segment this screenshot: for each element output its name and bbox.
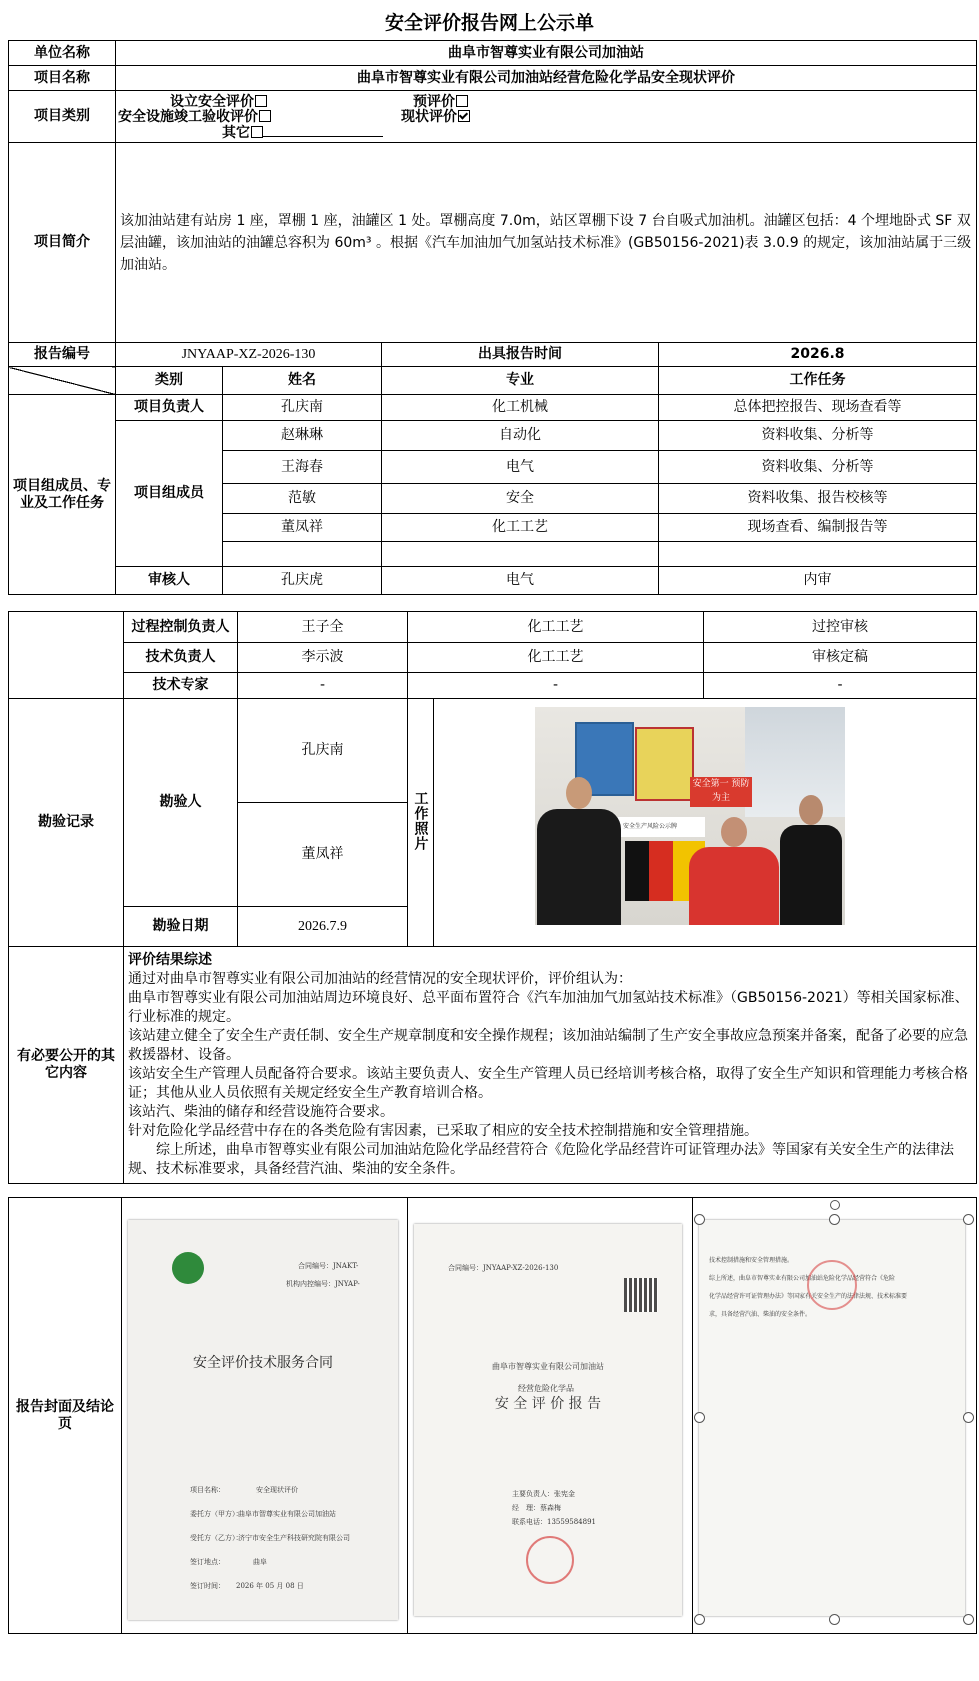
process-control-major: 化工工艺 [408,612,704,643]
person-1 [537,777,621,925]
page-title: 安全评价报告网上公示单 [384,12,594,34]
member-empty [223,542,382,567]
surveyor-label: 勘验人 [124,699,238,907]
checkbox-status-checked[interactable] [458,110,470,122]
disclosure-line: 该站建立健全了安全生产责任制、安全生产规章制度和安全操作规程；该加油站编制了生产安全事故应急预案并备案，配备了必要的应急救援器材、设备。 [128,1028,968,1063]
control-blank [9,612,124,699]
cover-doc-2-cell [408,1198,693,1634]
resize-handle[interactable] [694,1614,705,1625]
info-table [8,40,977,595]
work-photo [535,707,845,925]
cover-doc-3-cell [693,1198,977,1634]
doc1-row-value: 济宁市安全生产科技研究院有限公司 [238,1534,350,1542]
survey-table [8,611,977,1184]
unit-value: 曲阜市智尊实业有限公司加油站 [116,41,977,66]
disclosure-line: 通过对曲阜市智尊实业有限公司加油站的经营情况的安全现状评价，评价组认为： [128,971,632,987]
doc1-contract-no: 合同编号：JNAKT- [298,1262,359,1270]
seal-logo-icon [172,1252,204,1284]
tech-expert-major: - [408,673,704,699]
option-acceptance-label: 安全设施竣工验收评价 [118,108,258,125]
other-underline [263,124,383,137]
tech-leader-major: 化工工艺 [408,643,704,673]
category-label: 项目类别 [9,91,116,143]
member-major: 电气 [382,451,659,484]
header-name: 姓名 [223,367,382,395]
report-no-label: 报告编号 [9,343,116,367]
cover-doc-1-cell [122,1198,408,1634]
auditor-label: 审核人 [116,567,223,595]
group-label: 项目组成员 [116,421,223,567]
option-status-label: 现状评价 [401,108,457,125]
members-label: 项目组成员、专业及工作任务 [9,395,116,595]
leader-major: 化工机械 [382,395,659,421]
tech-leader-label: 技术负责人 [124,643,238,673]
surveyor-name: 董凤祥 [238,803,408,907]
unit-label: 单位名称 [9,41,116,66]
option-other[interactable] [222,124,383,142]
member-task: 资料收集、报告校核等 [659,484,977,514]
doc1-row-value: 2026 年 05 月 08 日 [236,1582,304,1590]
doc1-row-value: 曲阜市智尊实业有限公司加油站 [238,1510,336,1518]
auditor-name: 孔庆虎 [223,567,382,595]
resize-handle[interactable] [694,1214,705,1225]
doc2-person: 联系电话：13559584891 [512,1518,596,1526]
intro-text: 该加油站建有站房 1 座，罩棚 1 座，油罐区 1 处。罩棚高度 7.0m，站区罩棚下设 7 台自吸式加油机。油罐区包括：4 个埋地卧式 SF 双层油罐，该加油站的油罐总容积为 60m³ 。根据《汽车加油加气加氢站技术标准》(GB50156-2021)表 3.0.9 的规定，该加油站属于三级加油站。 [116,143,977,343]
member-major: 自动化 [382,421,659,451]
process-control-label: 过程控制负责人 [124,612,238,643]
disclosure-label: 有必要公开的其它内容 [9,947,124,1184]
report-time-value: 2026.8 [659,343,977,367]
member-name: 王海春 [223,451,382,484]
disclosure-line: 该站汽、柴油的储存和经营设施符合要求。 [128,1104,394,1120]
person-3 [780,795,842,925]
member-task: 资料收集、分析等 [659,451,977,484]
doc3-line: 求，具备经营汽油、柴油的安全条件。 [709,1311,812,1318]
red-seal-icon [807,1260,857,1310]
photo-board-2 [635,727,694,801]
report-no-value: JNYAAP-XZ-2026-130 [116,343,382,367]
project-name-label: 项目名称 [9,66,116,91]
disclosure-line: 针对危险化学品经营中存在的各类危险有害因素，已采取了相应的安全技术控制措施和安全管理措施。 [128,1123,758,1139]
disclosure-content [124,947,977,1184]
doc1-title: 安全评价技术服务合同 [193,1355,333,1371]
photo-sign-1: 安全第一 预防为主 [690,777,752,807]
resize-handle[interactable] [829,1614,840,1625]
header-task: 工作任务 [659,367,977,395]
auditor-major: 电气 [382,567,659,595]
doc1-row-label: 委托方（甲方）： [190,1510,243,1518]
diagonal-cell [9,367,116,395]
conclusion-document [699,1220,965,1616]
tech-leader-task: 审核定稿 [704,643,977,673]
photo-notice: 安全生产风险公示牌 [595,817,705,837]
survey-label: 勘验记录 [9,699,124,947]
member-name: 董凤祥 [223,514,382,542]
intro-label: 项目简介 [9,143,116,343]
disclosure-line: 曲阜市智尊实业有限公司加油站周边环境良好、总平面布置符合《汽车加油加气加氢站技术标准》（GB50156-2021）等相关国家标准、行业标准的规定。 [128,990,969,1025]
doc1-row-label: 受托方（乙方）： [190,1534,243,1542]
option-setup-label: 设立安全评价 [170,93,254,110]
member-major: 化工工艺 [382,514,659,542]
header-category: 类别 [116,367,223,395]
member-name: 赵琳琳 [223,421,382,451]
option-status[interactable] [401,109,470,126]
project-name-value: 曲阜市智尊实业有限公司加油站经营危险化学品安全现状评价 [116,66,977,91]
member-task: 资料收集、分析等 [659,421,977,451]
disclosure-line: 该站安全生产管理人员配备符合要求。该站主要负责人、安全生产管理人员已经培训考核合格，取得了安全生产知识和管理能力考核合格证；其他从业人员依照有关规定经安全生产教育培训合格。 [128,1066,968,1101]
process-control-task: 过控审核 [704,612,977,643]
report-cover-document [414,1224,682,1616]
member-empty [382,542,659,567]
rotate-handle[interactable] [830,1200,840,1210]
tech-leader-name: 李示波 [238,643,408,673]
resize-handle[interactable] [963,1614,974,1625]
cover-table [8,1197,977,1634]
doc1-row-label: 签订时间： [190,1582,225,1590]
doc3-line: 化学品经营许可证管理办法》等国家有关安全生产的法律法规、技术标准要 [709,1293,908,1300]
member-task: 现场查看、编制报告等 [659,514,977,542]
auditor-task: 内审 [659,567,977,595]
leader-task: 总体把控报告、现场查看等 [659,395,977,421]
report-time-label: 出具报告时间 [382,343,659,367]
checkbox-other[interactable] [251,126,263,138]
disclosure-line: 综上所述，曲阜市智尊实业有限公司加油站危险化学品经营符合《危险化学品经营许可证管理办法》等国家有关安全生产的法律法规、技术标准要求，具备经营汽油、柴油的安全条件。 [128,1142,954,1177]
photo-label-text: 工作照片 [412,790,429,851]
cover-label: 报告封面及结论页 [9,1198,122,1634]
photo-label [408,699,434,947]
disclosure-heading: 评价结果综述 [128,952,212,968]
option-pre-label: 预评价 [413,93,455,110]
doc3-line: 综上所述，曲阜市智尊实业有限公司加油站危险化学品经营符合《危险 [709,1275,896,1282]
resize-handle[interactable] [963,1214,974,1225]
doc1-org-no: 机构内控编号：JNYAP- [286,1280,360,1288]
tech-expert-task: - [704,673,977,699]
category-options [116,91,977,143]
doc2-report-no: 合同编号：JNYAAP-XZ-2026-130 [448,1264,559,1272]
doc2-subtitle: 经营危险化学品 [518,1384,574,1393]
doc2-title: 安 全 评 价 报 告 [494,1396,602,1412]
survey-date-label: 勘验日期 [124,907,238,947]
photo-cell [434,699,977,947]
person-2 [689,817,779,925]
doc2-person: 主要负责人：张宪金 [512,1490,575,1498]
checkbox-pre[interactable] [456,95,468,107]
doc3-line: 技术控制措施和安全管理措施。 [709,1257,794,1264]
header-major: 专业 [382,367,659,395]
tech-expert-name: - [238,673,408,699]
resize-handle[interactable] [829,1214,840,1225]
leader-label: 项目负责人 [116,395,223,421]
tech-expert-label: 技术专家 [124,673,238,699]
red-seal-icon [526,1536,574,1584]
option-other-label: 其它 [222,124,250,141]
member-name: 范敏 [223,484,382,514]
doc1-row-value: 曲阜 [253,1558,267,1566]
checkbox-setup[interactable] [255,95,267,107]
doc2-person: 经 理：蔡森梅 [512,1504,561,1512]
resize-handle[interactable] [694,1412,705,1423]
leader-name: 孔庆南 [223,395,382,421]
member-empty [659,542,977,567]
doc1-row-label: 项目名称： [190,1486,225,1494]
process-control-name: 王子全 [238,612,408,643]
survey-date-value: 2026.7.9 [238,907,408,947]
doc1-row-value: 安全现状评价 [256,1486,298,1494]
member-major: 安全 [382,484,659,514]
contract-document [128,1220,398,1620]
resize-handle[interactable] [963,1412,974,1423]
doc2-company: 曲阜市智尊实业有限公司加油站 [492,1362,604,1371]
surveyor-name: 孔庆南 [238,699,408,803]
checkbox-acceptance[interactable] [259,110,271,122]
qr-code-icon [624,1278,658,1312]
doc1-row-label: 签订地点： [190,1558,225,1566]
